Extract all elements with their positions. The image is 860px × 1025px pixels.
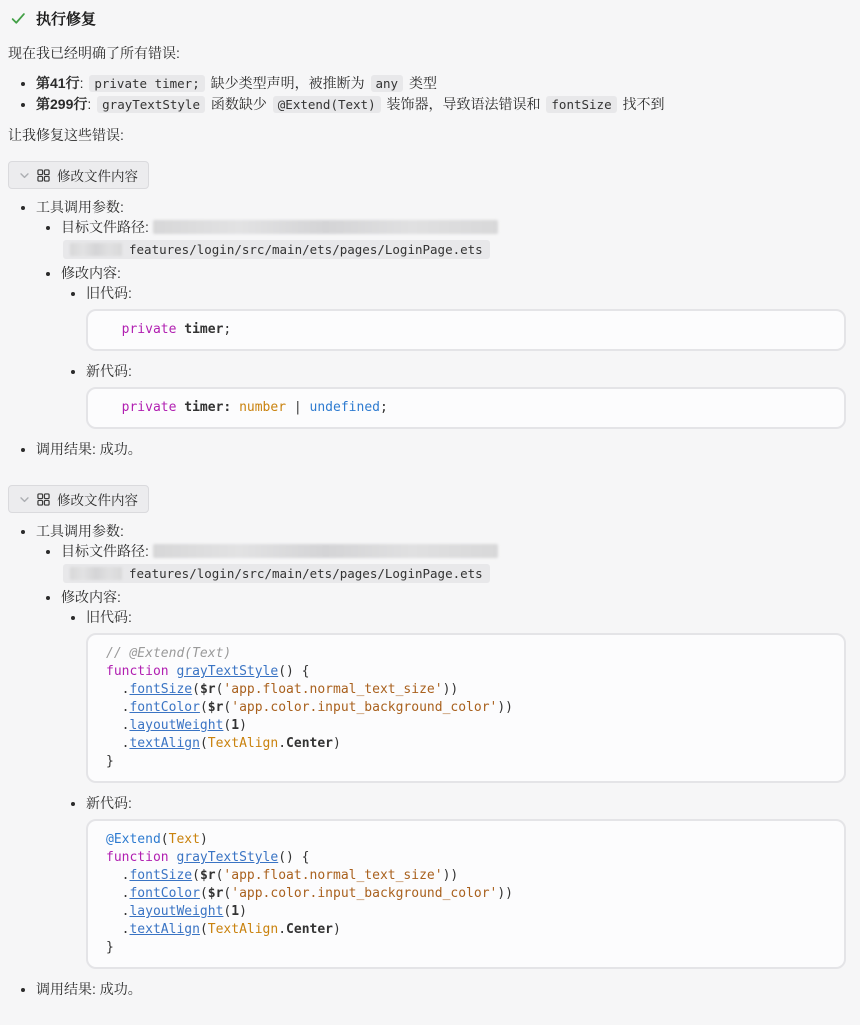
modify-content-item xyxy=(61,263,846,429)
redacted-path-segment xyxy=(153,220,498,234)
text-run: 缺少类型声明，被推断为 xyxy=(206,75,369,91)
code-token: | xyxy=(286,400,310,415)
code-token: ( xyxy=(215,868,224,883)
code-token: ( xyxy=(192,868,200,883)
old-code-block xyxy=(86,633,846,783)
chevron-down-icon xyxy=(19,494,30,505)
code-token: number xyxy=(239,400,287,415)
code-token: ( xyxy=(199,886,208,901)
code-token: . xyxy=(106,922,130,937)
text-run: 装饰器，导致语法错误和 xyxy=(382,96,545,112)
path-continuation-line xyxy=(61,563,846,584)
code-token: function xyxy=(106,850,169,865)
code-line xyxy=(106,699,826,717)
call-result-text: 调用结果: 成功。 xyxy=(36,441,142,457)
tool-call-detail-list xyxy=(8,197,846,459)
text-run: 找不到 xyxy=(618,96,665,112)
code-token: function xyxy=(106,664,169,679)
code-token: TextAlign xyxy=(207,922,279,937)
code-token: ( xyxy=(215,682,224,697)
call-result-item xyxy=(36,439,846,459)
code-line xyxy=(106,321,826,339)
tool-call-toggle[interactable] xyxy=(8,485,149,513)
code-token: () { xyxy=(278,850,310,865)
tool-call-toggle[interactable] xyxy=(8,161,149,189)
code-line xyxy=(106,735,826,753)
code-token: 'app.color.input_background_color' xyxy=(231,886,498,901)
code-line xyxy=(106,663,826,681)
code-token xyxy=(231,400,239,415)
code-line xyxy=(106,903,826,921)
outro-text: 让我修复这些错误: xyxy=(8,127,124,143)
error-line-label: 第41行 xyxy=(36,75,80,91)
code-token: ( xyxy=(223,700,232,715)
code-token: ( xyxy=(160,832,169,847)
code-token: textAlign xyxy=(129,736,200,751)
code-token: ) xyxy=(239,904,247,919)
new-code-item xyxy=(86,793,846,969)
tool-call-title: 修改文件内容 xyxy=(57,169,138,184)
code-token: () { xyxy=(278,664,310,679)
text-run: : xyxy=(79,75,88,91)
inline-code: private timer; xyxy=(89,75,204,92)
modify-content-item xyxy=(61,587,846,969)
code-token: ( xyxy=(223,718,232,733)
inline-code: fontSize xyxy=(546,96,616,113)
tool-params-label: 工具调用参数: xyxy=(36,199,124,215)
old-code-label: 旧代码: xyxy=(86,609,132,625)
code-token xyxy=(106,400,122,415)
new-code-item xyxy=(86,361,846,429)
chevron-down-icon xyxy=(19,170,30,181)
tool-params-sublist xyxy=(36,541,846,969)
code-line xyxy=(106,681,826,699)
code-token: textAlign xyxy=(129,922,200,937)
tool-call-title: 修改文件内容 xyxy=(57,493,138,508)
code-token: @Extend xyxy=(106,832,161,847)
code-token: TextAlign xyxy=(207,736,279,751)
new-code-label: 新代码: xyxy=(86,795,132,811)
code-token: ) xyxy=(333,736,341,751)
tool-call-sections xyxy=(8,155,846,999)
new-code-label: 新代码: xyxy=(86,363,132,379)
code-token: Center xyxy=(286,736,334,751)
code-line xyxy=(106,921,826,939)
code-token: ) xyxy=(239,718,247,733)
code-token: ( xyxy=(223,904,232,919)
new-code-block xyxy=(86,819,846,969)
code-token: ( xyxy=(199,700,208,715)
code-token: . xyxy=(106,886,130,901)
error-item xyxy=(36,94,846,115)
code-token: fontSize xyxy=(129,868,193,883)
code-line xyxy=(106,399,826,417)
code-line xyxy=(106,753,826,771)
tool-params-item xyxy=(36,197,846,429)
grid-icon xyxy=(37,493,50,506)
target-path-item xyxy=(61,217,846,260)
code-token xyxy=(106,322,122,337)
redacted-path-prefix xyxy=(70,567,122,580)
tool-call-detail-list xyxy=(8,521,846,999)
text-run: : xyxy=(87,96,96,112)
code-token: private xyxy=(121,322,177,337)
code-line xyxy=(106,645,826,663)
code-token: )) xyxy=(442,868,459,883)
code-token: fontSize xyxy=(129,682,193,697)
old-code-label: 旧代码: xyxy=(86,285,132,301)
code-token: ) xyxy=(199,832,208,847)
tool-params-item xyxy=(36,521,846,969)
code-token: $r xyxy=(199,682,216,697)
code-token: $r xyxy=(207,886,224,901)
call-result-text: 调用结果: 成功。 xyxy=(36,981,142,997)
code-token: )) xyxy=(442,682,459,697)
code-token: . xyxy=(278,922,287,937)
code-token: private xyxy=(121,400,177,415)
code-token: grayTextStyle xyxy=(176,664,279,679)
code-line xyxy=(106,831,826,849)
inline-code: any xyxy=(371,75,404,92)
intro-text: 现在我已经明确了所有错误: xyxy=(8,45,180,61)
code-token: timer: xyxy=(184,400,232,415)
code-line xyxy=(106,717,826,735)
tool-params-sublist xyxy=(36,217,846,429)
code-token: 1 xyxy=(231,718,240,733)
inline-code: grayTextStyle xyxy=(97,96,205,113)
path-text: features/login/src/main/ets/pages/LoginPage.ets xyxy=(129,566,483,581)
code-token: 'app.color.input_background_color' xyxy=(231,700,498,715)
page-title: 执行修复 xyxy=(36,11,97,28)
error-item xyxy=(36,73,846,94)
code-token: $r xyxy=(207,700,224,715)
code-token: . xyxy=(106,868,130,883)
code-token: } xyxy=(106,940,114,955)
code-token: . xyxy=(278,736,287,751)
inline-code-path xyxy=(63,564,490,583)
code-token: grayTextStyle xyxy=(176,850,279,865)
tool-params-label: 工具调用参数: xyxy=(36,523,124,539)
code-line xyxy=(106,867,826,885)
inline-code: @Extend(Text) xyxy=(273,96,381,113)
code-token: ( xyxy=(192,682,200,697)
grid-icon xyxy=(37,169,50,182)
code-token: $r xyxy=(199,868,216,883)
code-token: fontColor xyxy=(129,886,200,901)
code-token: ( xyxy=(199,922,208,937)
check-icon xyxy=(10,10,27,27)
code-token: . xyxy=(106,904,130,919)
code-token: } xyxy=(106,754,114,769)
code-token: ( xyxy=(199,736,208,751)
code-versions-list xyxy=(61,283,846,429)
path-continuation-line xyxy=(61,239,846,260)
code-token: ) xyxy=(333,922,341,937)
code-token: fontColor xyxy=(129,700,200,715)
code-token: . xyxy=(106,700,130,715)
code-token: . xyxy=(106,736,130,751)
code-token: timer xyxy=(184,322,224,337)
code-line xyxy=(106,849,826,867)
code-token: 'app.float.normal_text_size' xyxy=(223,868,443,883)
text-run: 函数缺少 xyxy=(206,96,271,112)
error-list xyxy=(8,73,846,115)
code-token: Center xyxy=(286,922,334,937)
inline-code-path xyxy=(63,240,490,259)
path-text: features/login/src/main/ets/pages/LoginPage.ets xyxy=(129,242,483,257)
modify-content-label: 修改内容: xyxy=(61,589,121,605)
code-token: . xyxy=(106,682,130,697)
code-line xyxy=(106,885,826,903)
old-code-block xyxy=(86,309,846,351)
new-code-block xyxy=(86,387,846,429)
redacted-path-segment xyxy=(153,544,498,558)
call-result-item xyxy=(36,979,846,999)
code-token: Text xyxy=(168,832,200,847)
code-token: // @Extend(Text) xyxy=(106,646,232,661)
code-token: ; xyxy=(379,400,388,415)
code-token: 1 xyxy=(231,904,240,919)
error-line-label: 第299行 xyxy=(36,96,88,112)
redacted-path-prefix xyxy=(70,243,122,256)
code-token: 'app.float.normal_text_size' xyxy=(223,682,443,697)
code-token: layoutWeight xyxy=(129,718,224,733)
code-token: ; xyxy=(223,322,232,337)
old-code-item xyxy=(86,607,846,783)
target-path-item xyxy=(61,541,846,584)
code-token: )) xyxy=(497,700,514,715)
code-token: layoutWeight xyxy=(129,904,224,919)
old-code-item xyxy=(86,283,846,351)
tool-call-section xyxy=(8,155,846,459)
target-path-label: 目标文件路径: xyxy=(61,543,149,559)
text-run: 类型 xyxy=(405,75,437,91)
target-path-label: 目标文件路径: xyxy=(61,219,149,235)
tool-call-section xyxy=(8,479,846,999)
modify-content-label: 修改内容: xyxy=(61,265,121,281)
code-token: ( xyxy=(223,886,232,901)
step-title-row xyxy=(10,8,846,29)
code-line xyxy=(106,939,826,957)
code-token: . xyxy=(106,718,130,733)
code-token: )) xyxy=(497,886,514,901)
code-token: undefined xyxy=(309,400,380,415)
